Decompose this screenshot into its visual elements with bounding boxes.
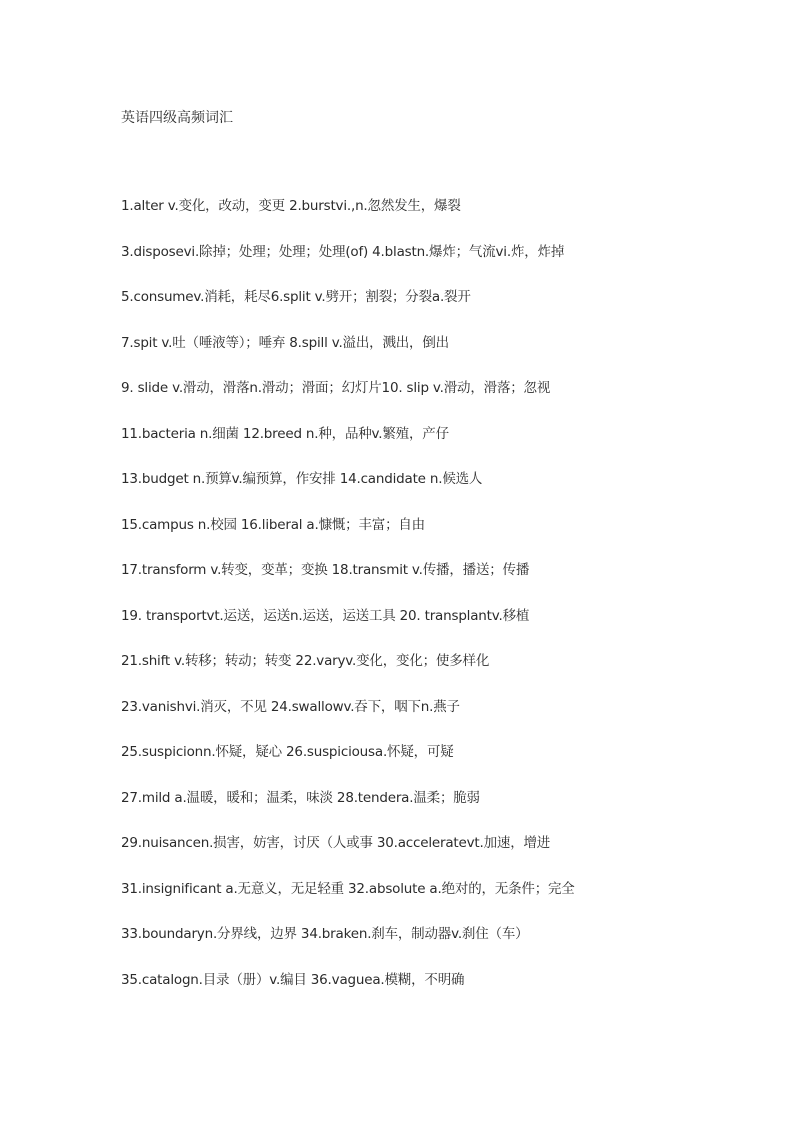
vocab-line: 19. transportvt.运送，运送n.运送，运送工具 20. transplantv.移植 — [121, 607, 530, 624]
vocab-line: 3.disposevi.除掉；处理；处理；处理(of) 4.blastn.爆炸；气流vi.炸，炸掉 — [121, 243, 565, 260]
vocab-line: 17.transform v.转变，变革；变换 18.transmit v.传播，播送；传播 — [121, 562, 530, 578]
vocab-line: 21.shift v.转移；转动；转变 22.varyv.变化，变化；使多样化 — [121, 653, 490, 669]
vocab-line: 1.alter v.变化，改动，变更 2.burstvi.,n.忽然发生，爆裂 — [121, 198, 461, 214]
vocab-line: 15.campus n.校园 16.liberal a.慷慨；丰富；自由 — [121, 516, 425, 533]
vocab-line: 25.suspicionn.怀疑，疑心 26.suspiciousa.怀疑，可疑 — [121, 744, 454, 760]
vocab-line: 35.catalogn.目录（册）v.编目 36.vaguea.模糊，不明确 — [121, 971, 465, 988]
vocab-line: 33.boundaryn.分界线，边界 34.braken.刹车，制动器v.刹住（车） — [121, 926, 529, 942]
vocab-line: 31.insignificant a.无意义，无足轻重 32.absolute a.绝对的，无条件；完全 — [121, 880, 575, 897]
vocab-line: 29.nuisancen.损害，妨害，讨厌（人或事 30.acceleratevt.加速，增进 — [121, 835, 551, 851]
vocab-line: 7.spit v.吐（唾液等）；唾弃 8.spill v.溢出，溅出，倒出 — [121, 334, 449, 351]
document-title: 英语四级高频词汇 — [121, 110, 233, 126]
vocab-line: 11.bacteria n.细菌 12.breed n.种，品种v.繁殖，产仔 — [121, 425, 449, 442]
vocabulary-list — [121, 196, 575, 1015]
vocab-line: 5.consumev.消耗，耗尽6.split v.劈开；割裂；分裂a.裂开 — [121, 289, 471, 305]
vocab-line: 27.mild a.温暖，暖和；温柔，味淡 28.tendera.温柔；脆弱 — [121, 789, 480, 806]
vocab-line: 13.budget n.预算v.编预算，作安排 14.candidate n.候选人 — [121, 471, 483, 487]
vocab-line: 23.vanishvi.消灭，不见 24.swallowv.吞下，咽下n.燕子 — [121, 698, 460, 715]
vocab-line: 9. slide v.滑动，滑落n.滑动；滑面；幻灯片10. slip v.滑动，滑落；忽视 — [121, 380, 551, 396]
